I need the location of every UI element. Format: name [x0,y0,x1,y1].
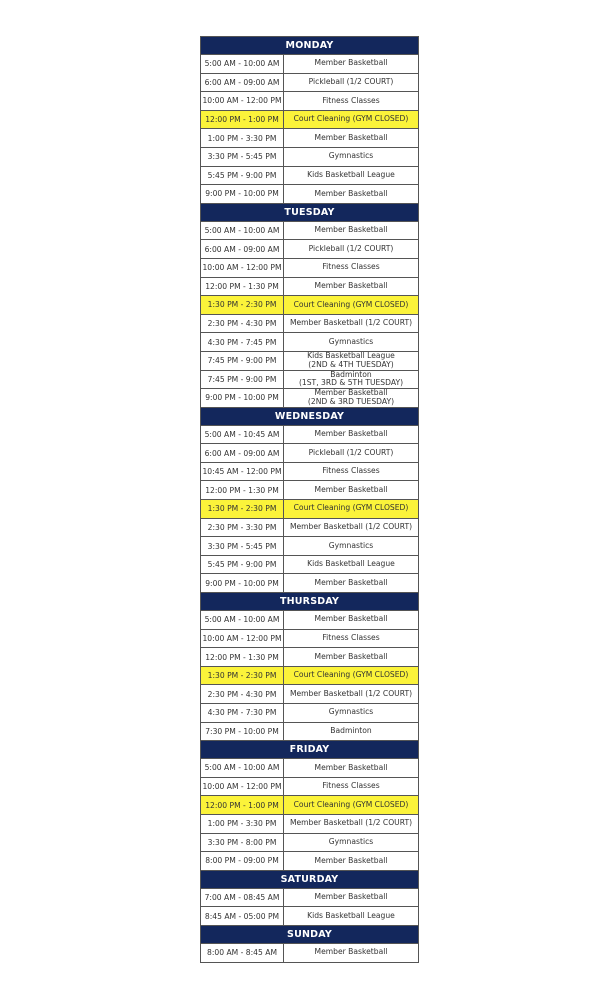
activity-cell [284,704,418,722]
time-slot: 5:00 AM - 10:00 AM [201,222,284,240]
activity-cell [284,129,418,147]
schedule-row [201,92,418,111]
activity-name: Badminton [330,725,372,735]
time-slot: 6:00 AM - 09:00 AM [201,444,284,462]
activity-name: Member Basketball [314,651,388,661]
activity-cell [284,537,418,555]
activity-name: Court Cleaning (GYM CLOSED) [293,670,409,680]
activity-cell [284,315,418,333]
activity-cell [284,444,418,462]
schedule-row [201,574,418,593]
activity-cell [284,296,418,314]
schedule-row-closed [201,296,418,315]
day-section-saturday [201,871,418,926]
time-slot: 3:30 PM - 5:45 PM [201,537,284,555]
activity-name: Member Basketball [314,225,388,235]
activity-cell [284,852,418,870]
schedule-row [201,444,418,463]
time-slot: 7:00 AM - 08:45 AM [201,889,284,907]
activity-name: Member Basketball [314,280,388,290]
activity-name: Pickleball (1/2 COURT) [308,76,394,86]
day-header: SUNDAY [201,926,418,944]
schedule-row [201,315,418,334]
activity-name: Court Cleaning (GYM CLOSED) [293,503,409,513]
time-slot: 10:00 AM - 12:00 PM [201,259,284,277]
activity-name: Member Basketball (1/2 COURT) [289,688,413,698]
schedule-row [201,463,418,482]
schedule-row [201,852,418,871]
schedule-row [201,426,418,445]
day-section-monday [201,37,418,204]
time-slot: 5:00 AM - 10:00 AM [201,55,284,73]
activity-name: Fitness Classes [322,466,380,476]
schedule-row [201,723,418,742]
activity-name: Fitness Classes [322,262,380,272]
schedule-row [201,519,418,538]
time-slot: 5:45 PM - 9:00 PM [201,556,284,574]
activity-cell [284,907,418,925]
activity-name: Member Basketball [314,58,388,68]
activity-name: Member Basketball [314,429,388,439]
day-section-tuesday [201,204,418,408]
day-section-thursday [201,593,418,741]
schedule-row [201,648,418,667]
schedule-row [201,148,418,167]
time-slot: 4:30 PM - 7:45 PM [201,333,284,351]
schedule-row-closed [201,796,418,815]
time-slot: 10:45 AM - 12:00 PM [201,463,284,481]
schedule-row [201,167,418,186]
day-header: SATURDAY [201,871,418,889]
activity-cell [284,500,418,518]
time-slot: 8:00 PM - 09:00 PM [201,852,284,870]
activity-name: Gymnastics [328,336,374,346]
schedule-row [201,889,418,908]
time-slot: 5:00 AM - 10:00 AM [201,759,284,777]
schedule-row [201,685,418,704]
time-slot: 12:00 PM - 1:30 PM [201,278,284,296]
time-slot: 12:00 PM - 1:30 PM [201,481,284,499]
time-slot: 9:00 PM - 10:00 PM [201,185,284,203]
day-section-wednesday [201,408,418,593]
activity-name: Member Basketball [314,892,388,902]
activity-name: Court Cleaning (GYM CLOSED) [293,799,409,809]
activity-cell [284,834,418,852]
schedule-row [201,759,418,778]
time-slot: 6:00 AM - 09:00 AM [201,74,284,92]
schedule-row [201,240,418,259]
activity-note: (2ND & 3RD TUESDAY) [307,396,395,406]
time-slot: 1:30 PM - 2:30 PM [201,667,284,685]
time-slot: 7:45 PM - 9:00 PM [201,371,284,389]
activity-name: Gymnastics [328,540,374,550]
activity-cell [284,426,418,444]
schedule-row [201,55,418,74]
day-header: WEDNESDAY [201,408,418,426]
activity-cell [284,759,418,777]
activity-cell [284,463,418,481]
time-slot: 2:30 PM - 4:30 PM [201,685,284,703]
time-slot: 5:00 AM - 10:45 AM [201,426,284,444]
time-slot: 5:00 AM - 10:00 AM [201,611,284,629]
activity-name: Member Basketball [314,577,388,587]
activity-cell [284,371,418,389]
time-slot: 1:00 PM - 3:30 PM [201,129,284,147]
schedule-row [201,630,418,649]
time-slot: 10:00 AM - 12:00 PM [201,630,284,648]
schedule-row [201,74,418,93]
activity-note: (2ND & 4TH TUESDAY) [308,359,394,369]
activity-cell [284,556,418,574]
activity-cell [284,278,418,296]
activity-name: Member Basketball (1/2 COURT) [289,522,413,532]
time-slot: 2:30 PM - 3:30 PM [201,519,284,537]
schedule-row [201,333,418,352]
schedule-row [201,778,418,797]
activity-name: Kids Basketball League [307,351,395,360]
schedule-row [201,834,418,853]
activity-name: Gymnastics [328,707,374,717]
time-slot: 6:00 AM - 09:00 AM [201,240,284,258]
time-slot: 5:45 PM - 9:00 PM [201,167,284,185]
activity-cell [284,667,418,685]
activity-cell [284,796,418,814]
activity-name: Gymnastics [328,151,374,161]
time-slot: 9:00 PM - 10:00 PM [201,574,284,592]
activity-name: Member Basketball [314,188,388,198]
schedule-row [201,704,418,723]
schedule-row-closed [201,111,418,130]
activity-cell [284,240,418,258]
time-slot: 1:30 PM - 2:30 PM [201,500,284,518]
activity-name: Member Basketball (1/2 COURT) [289,818,413,828]
activity-cell [284,648,418,666]
schedule-row-closed [201,667,418,686]
time-slot: 3:30 PM - 8:00 PM [201,834,284,852]
activity-name: Kids Basketball League [307,169,395,179]
activity-cell [284,185,418,203]
activity-name: Member Basketball [314,855,388,865]
activity-cell [284,481,418,499]
activity-cell [284,167,418,185]
day-section-sunday [201,926,418,963]
activity-name: Member Basketball [314,484,388,494]
day-header: TUESDAY [201,204,418,222]
activity-name: Kids Basketball League [307,559,395,569]
activity-name: Fitness Classes [322,95,380,105]
schedule-row-closed [201,500,418,519]
weekly-gym-schedule [200,36,419,963]
activity-name: Member Basketball (1/2 COURT) [289,318,413,328]
activity-name: Member Basketball [314,762,388,772]
activity-cell [284,148,418,166]
time-slot: 1:00 PM - 3:30 PM [201,815,284,833]
time-slot: 7:30 PM - 10:00 PM [201,723,284,741]
activity-cell [284,815,418,833]
schedule-row [201,352,418,371]
activity-cell [284,778,418,796]
activity-cell [284,519,418,537]
activity-cell [284,574,418,592]
time-slot: 3:30 PM - 5:45 PM [201,148,284,166]
schedule-row [201,537,418,556]
schedule-row [201,556,418,575]
activity-note: (1ST, 3RD & 5TH TUESDAY) [298,378,404,388]
time-slot: 10:00 AM - 12:00 PM [201,92,284,110]
activity-cell [284,55,418,73]
activity-cell [284,352,418,370]
activity-name: Fitness Classes [322,633,380,643]
time-slot: 10:00 AM - 12:00 PM [201,778,284,796]
activity-cell [284,111,418,129]
schedule-row [201,944,418,963]
time-slot: 12:00 PM - 1:00 PM [201,111,284,129]
activity-name: Member Basketball [314,614,388,624]
schedule-row [201,611,418,630]
activity-name: Member Basketball [314,132,388,142]
time-slot: 9:00 PM - 10:00 PM [201,389,284,407]
schedule-row [201,907,418,926]
schedule-row [201,278,418,297]
schedule-row [201,481,418,500]
time-slot: 8:00 AM - 8:45 AM [201,944,284,962]
activity-cell [284,630,418,648]
activity-name: Badminton [330,370,372,379]
activity-name: Pickleball (1/2 COURT) [308,447,394,457]
schedule-row [201,185,418,204]
activity-cell [284,333,418,351]
activity-cell [284,92,418,110]
time-slot: 7:45 PM - 9:00 PM [201,352,284,370]
schedule-row [201,371,418,390]
activity-name: Member Basketball [314,389,388,398]
activity-cell [284,222,418,240]
day-header: FRIDAY [201,741,418,759]
time-slot: 12:00 PM - 1:30 PM [201,648,284,666]
activity-name: Fitness Classes [322,781,380,791]
activity-name: Court Cleaning (GYM CLOSED) [293,299,409,309]
activity-name: Pickleball (1/2 COURT) [308,243,394,253]
activity-cell [284,389,418,407]
activity-name: Gymnastics [328,836,374,846]
activity-name: Member Basketball [314,947,388,957]
schedule-row [201,259,418,278]
time-slot: 8:45 AM - 05:00 PM [201,907,284,925]
time-slot: 4:30 PM - 7:30 PM [201,704,284,722]
time-slot: 1:30 PM - 2:30 PM [201,296,284,314]
day-header: THURSDAY [201,593,418,611]
day-section-friday [201,741,418,871]
day-header: MONDAY [201,37,418,55]
schedule-row [201,389,418,408]
schedule-row [201,815,418,834]
time-slot: 2:30 PM - 4:30 PM [201,315,284,333]
activity-cell [284,259,418,277]
activity-cell [284,723,418,741]
activity-name: Kids Basketball League [307,910,395,920]
activity-cell [284,74,418,92]
schedule-row [201,129,418,148]
activity-cell [284,685,418,703]
time-slot: 12:00 PM - 1:00 PM [201,796,284,814]
activity-name: Court Cleaning (GYM CLOSED) [293,114,409,124]
activity-cell [284,889,418,907]
activity-cell [284,944,418,962]
activity-cell [284,611,418,629]
schedule-row [201,222,418,241]
